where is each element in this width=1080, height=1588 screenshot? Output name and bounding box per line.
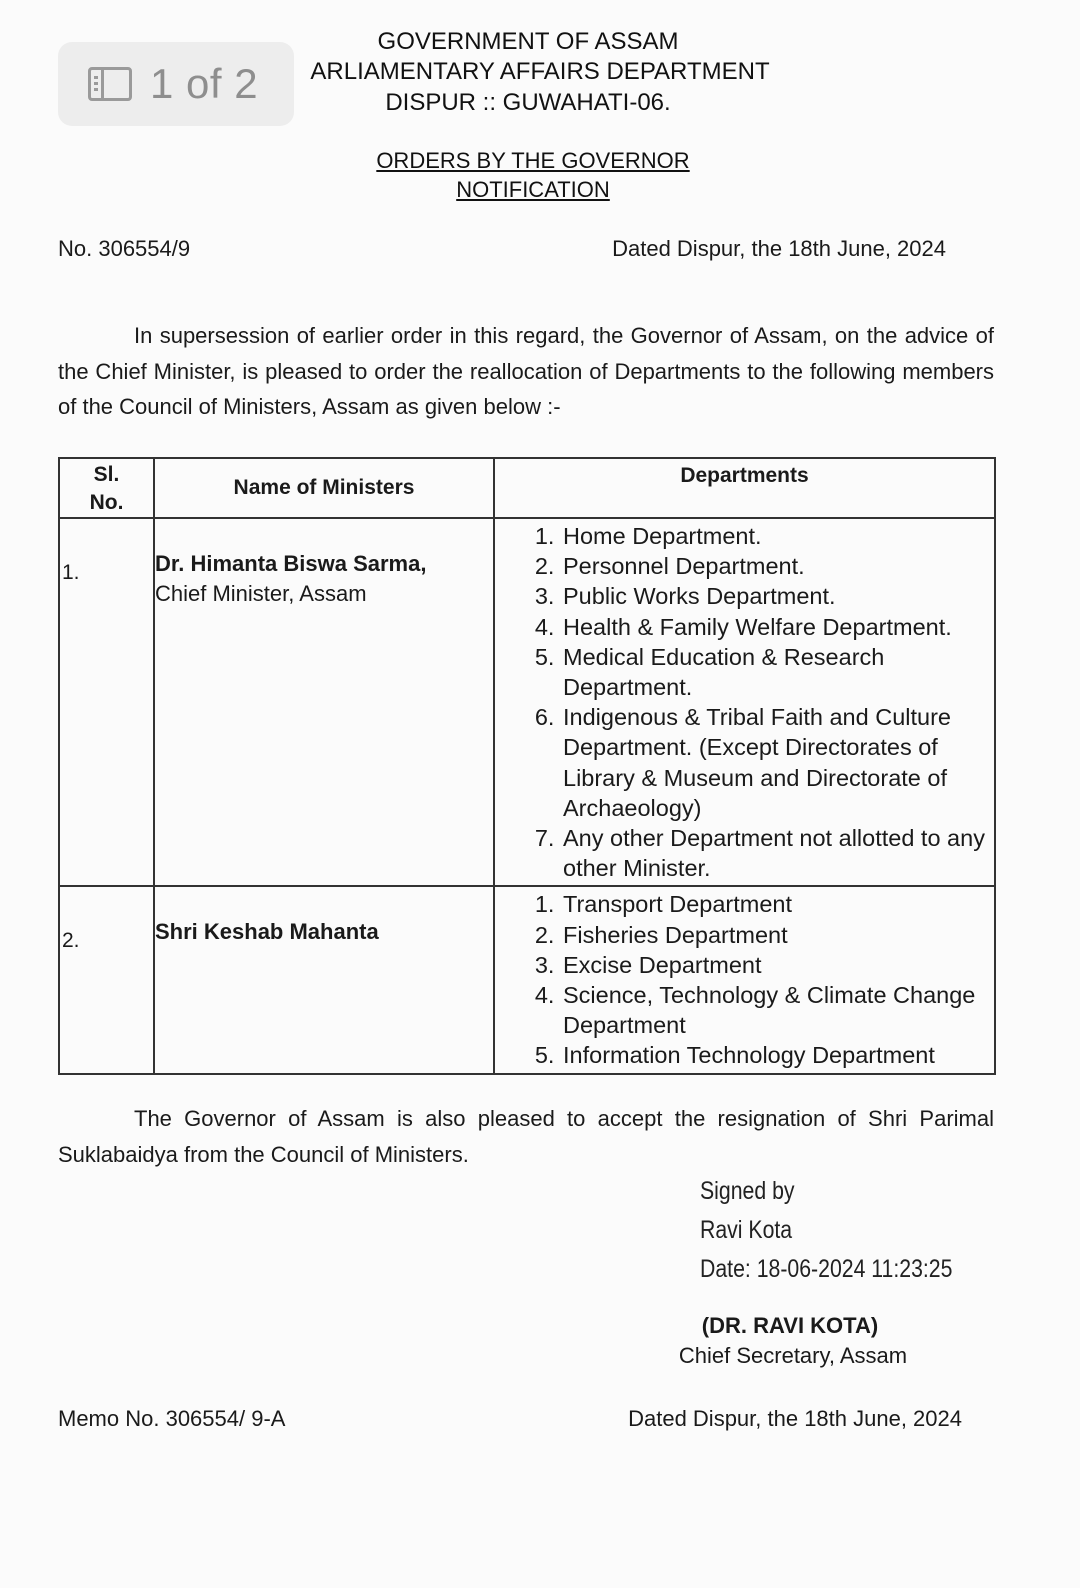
departments-cell bbox=[494, 518, 995, 886]
allocation-table bbox=[58, 457, 996, 1075]
department-item: 3. Public Works Department. bbox=[561, 581, 994, 611]
page-counter-text: 1 of 2 bbox=[150, 60, 259, 107]
department-item: 7. Any other Department not allotted to any other Minister. bbox=[561, 823, 994, 883]
row-sl-number: 2. bbox=[59, 886, 154, 1073]
row-sl-number: 1. bbox=[59, 518, 154, 886]
memo-date: Dated Dispur, the 18th June, 2024 bbox=[628, 1406, 962, 1431]
signature-timestamp: Date: 18-06-2024 11:23:25 bbox=[700, 1255, 953, 1283]
department-item: 2. Personnel Department. bbox=[561, 551, 994, 581]
table-header-row bbox=[59, 458, 995, 518]
minister-name: Dr. Himanta Biswa Sarma, bbox=[155, 551, 427, 576]
department-item: 2. Fisheries Department bbox=[561, 920, 994, 950]
memo-number: Memo No. 306554/ 9-A bbox=[58, 1406, 286, 1431]
department-item: 3. Excise Department bbox=[561, 950, 994, 980]
intro-paragraph: In supersession of earlier order in this regard, the Governor of Assam, on the advice of the Chief Minister, is pleased to order the reallocation of Departments to the following members of the Council of Ministers, Assam as given below :- bbox=[58, 323, 994, 419]
department-item: 6. Indigenous & Tribal Faith and Culture Department. (Except Directorates of Library & Museum and Directorate of Archaeology) bbox=[561, 702, 994, 823]
minister-name: Shri Keshab Mahanta bbox=[155, 919, 379, 945]
department-item: 1. Transport Department bbox=[561, 889, 994, 919]
minister-cell bbox=[154, 886, 494, 1073]
header-departments: Departments bbox=[494, 458, 995, 518]
header-government: GOVERNMENT OF ASSAM bbox=[377, 28, 679, 55]
department-item: 4. Science, Technology & Climate Change Department bbox=[561, 980, 994, 1040]
digital-signature-block bbox=[700, 1172, 952, 1289]
page-counter-badge bbox=[58, 42, 294, 126]
department-list bbox=[495, 889, 994, 1070]
officer-title: Chief Secretary, Assam bbox=[678, 1343, 908, 1368]
officer-name: (DR. RAVI KOTA) bbox=[701, 1313, 879, 1338]
minister-designation: Chief Minister, Assam bbox=[155, 581, 367, 606]
table-row bbox=[59, 518, 995, 886]
resignation-paragraph: The Governor of Assam is also pleased to accept the resignation of Shri Parimal Suklabaidya from the Council of Ministers. bbox=[58, 1106, 994, 1167]
reference-number: No. 306554/9 bbox=[58, 236, 191, 261]
department-list bbox=[495, 521, 994, 883]
notification-title: NOTIFICATION bbox=[456, 177, 610, 202]
orders-title: ORDERS BY THE GOVERNOR bbox=[376, 148, 690, 173]
header-name-of-ministers: Name of Ministers bbox=[154, 458, 494, 518]
reference-date: Dated Dispur, the 18th June, 2024 bbox=[612, 236, 946, 261]
header-sl-no: Sl. No. bbox=[59, 458, 154, 518]
department-item: 1. Home Department. bbox=[561, 521, 994, 551]
header-department: ARLIAMENTARY AFFAIRS DEPARTMENT bbox=[310, 58, 770, 85]
minister-cell bbox=[154, 518, 494, 886]
signer-name: Ravi Kota bbox=[700, 1216, 793, 1244]
department-item: 5. Information Technology Department bbox=[561, 1040, 994, 1070]
table-row bbox=[59, 886, 995, 1073]
departments-cell bbox=[494, 886, 995, 1073]
department-item: 4. Health & Family Welfare Department. bbox=[561, 612, 994, 642]
department-item: 5. Medical Education & Research Department. bbox=[561, 642, 994, 702]
header-address: DISPUR :: GUWAHATI-06. bbox=[385, 89, 671, 116]
signed-by-label: Signed by bbox=[700, 1177, 795, 1205]
page-thumbnail-icon bbox=[88, 67, 132, 101]
